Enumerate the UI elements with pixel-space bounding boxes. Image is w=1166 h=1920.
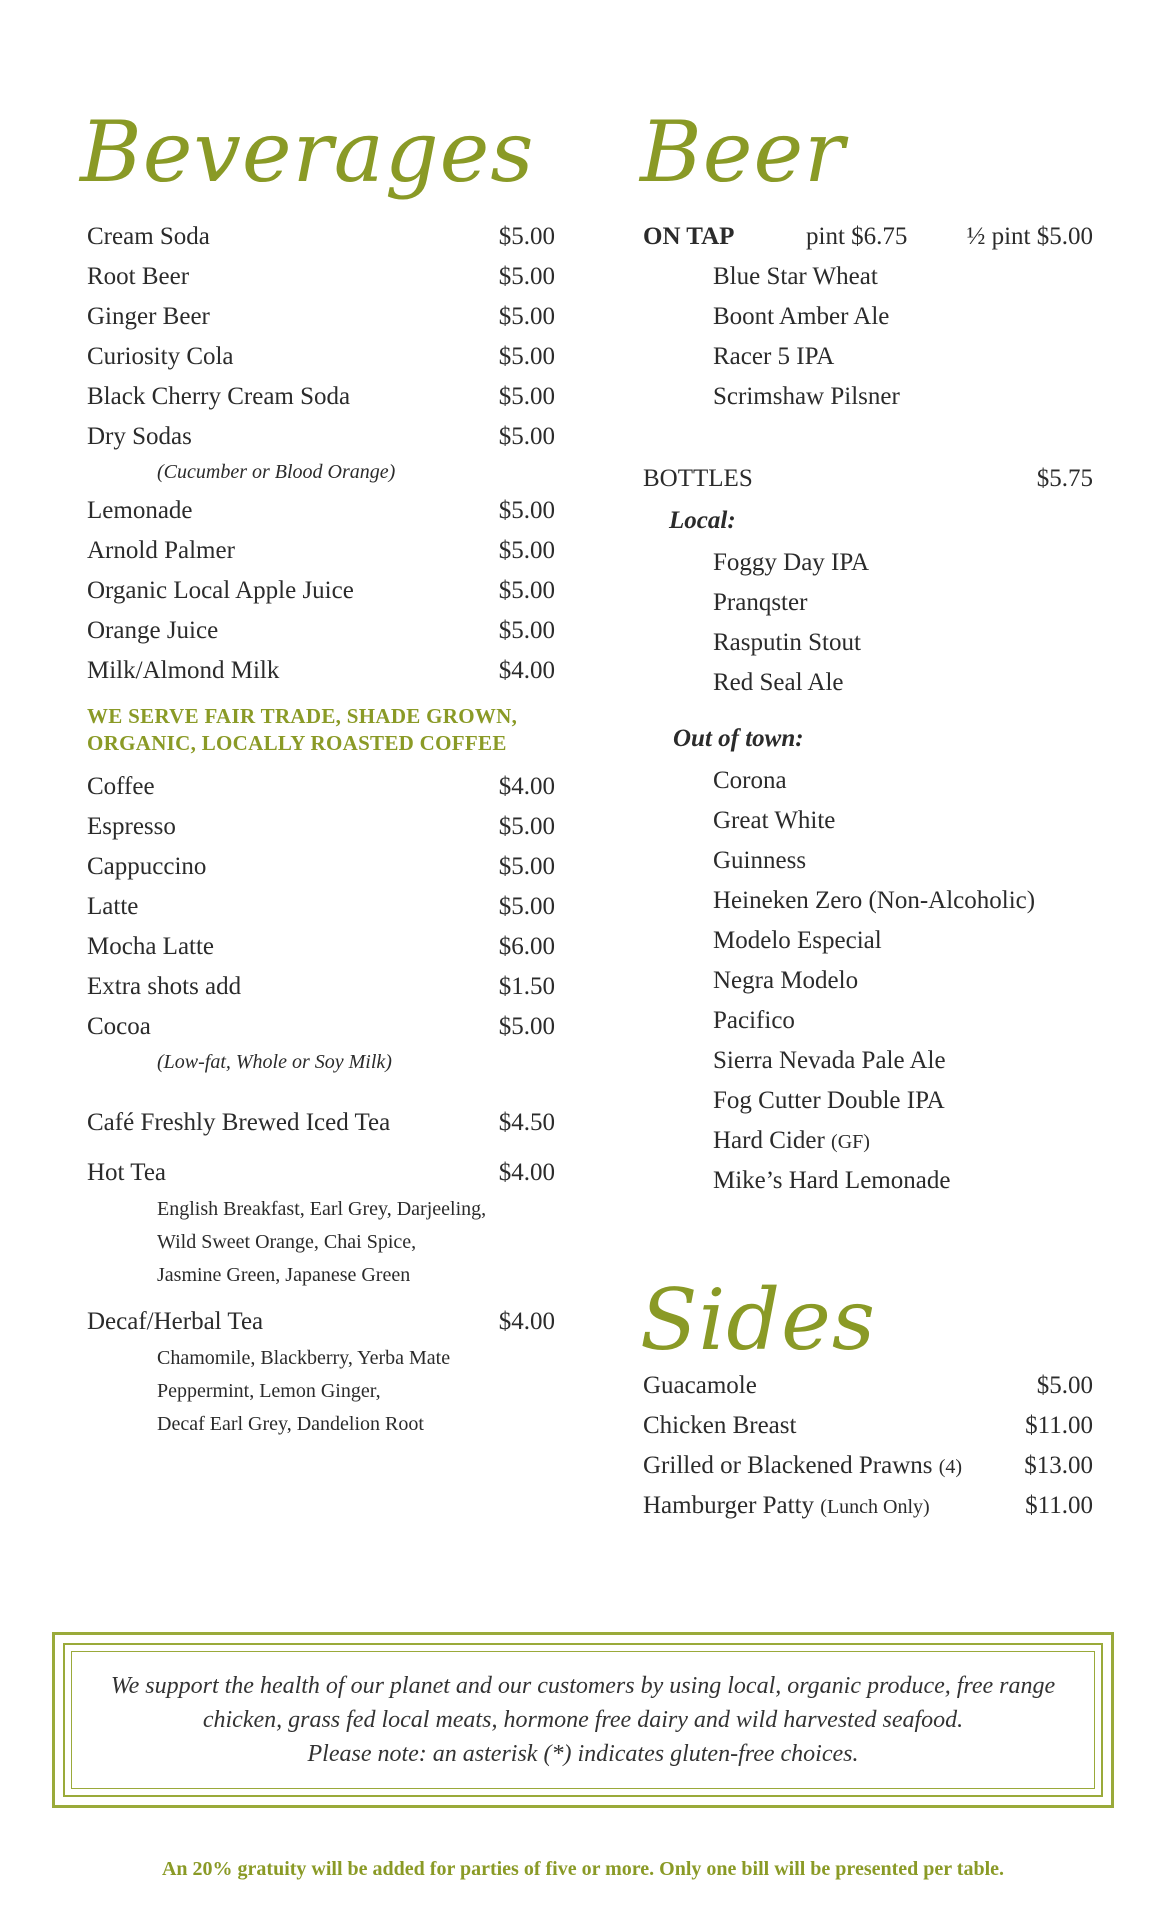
out-of-town-heading: Out of town:: [673, 725, 804, 752]
menu-item: Root Beer $5.00: [87, 263, 555, 290]
pint-price: pint $6.75: [806, 223, 908, 250]
list-item: Fog Cutter Double IPA: [713, 1087, 945, 1114]
menu-item: Hot Tea $4.00: [87, 1159, 555, 1186]
half-pint-price: ½ pint $5.00: [966, 223, 1093, 250]
list-item: Boont Amber Ale: [713, 303, 890, 330]
list-item: Blue Star Wheat: [713, 263, 878, 290]
menu-item: Chicken Breast $11.00: [643, 1412, 1093, 1439]
menu-item: Grilled or Blackened Prawns (4) $13.00: [643, 1452, 1093, 1479]
notice-frame: [52, 1632, 1114, 1808]
menu-item: Curiosity Cola $5.00: [87, 343, 555, 370]
menu-item: Guacamole $5.00: [643, 1372, 1093, 1399]
menu-item: Latte $5.00: [87, 893, 555, 920]
menu-item: Arnold Palmer $5.00: [87, 537, 555, 564]
list-item: Hard Cider (GF): [713, 1127, 870, 1154]
sides-heading: Sides: [640, 1271, 876, 1369]
list-item: Pranqster: [713, 589, 808, 616]
menu-item: Extra shots add $1.50: [87, 973, 555, 1000]
list-item: Racer 5 IPA: [713, 343, 835, 370]
beer-column: [643, 217, 1093, 1201]
menu-item: Organic Local Apple Juice $5.00: [87, 577, 555, 604]
list-item: Guinness: [713, 847, 807, 874]
beer-heading: Beer: [640, 103, 846, 201]
menu-item: Decaf/Herbal Tea $4.00: [87, 1308, 555, 1335]
list-item: Heineken Zero (Non-Alcoholic): [713, 887, 1036, 914]
on-tap-row: [643, 217, 1093, 257]
hot-tea-description: English Breakfast, Earl Grey, Darjeeling, Wild Sweet Orange, Chai Spice, Jasmine Green, Japanese Green: [157, 1198, 487, 1286]
list-item: Rasputin Stout: [713, 629, 861, 656]
cocoa-note: (Low-fat, Whole or Soy Milk): [157, 1051, 392, 1073]
list-item: Mike’s Hard Lemonade: [713, 1167, 951, 1194]
menu-item: Cream Soda $5.00: [87, 223, 555, 250]
list-item: Negra Modelo: [713, 967, 859, 994]
beverages-column: [87, 217, 555, 1441]
menu-item: Mocha Latte $6.00: [87, 933, 555, 960]
list-item: Red Seal Ale: [713, 669, 844, 696]
menu-item: Black Cherry Cream Soda $5.00: [87, 383, 555, 410]
menu-item: Hamburger Patty (Lunch Only) $11.00: [643, 1492, 1093, 1519]
list-item: Pacifico: [713, 1007, 795, 1034]
coffee-heading: WE SERVE FAIR TRADE, SHADE GROWN, ORGANIC, LOCALLY ROASTED COFFEE: [87, 704, 518, 755]
menu-item: Orange Juice $5.00: [87, 617, 555, 644]
list-item: Foggy Day IPA: [713, 549, 870, 576]
sides-column: [643, 1366, 1093, 1526]
menu-item: Milk/Almond Milk $4.00: [87, 657, 555, 684]
bottles-row: BOTTLES $5.75: [643, 465, 1093, 492]
list-item: Sierra Nevada Pale Ale: [713, 1047, 946, 1074]
local-heading: Local:: [669, 507, 736, 534]
menu-item: Café Freshly Brewed Iced Tea $4.50: [87, 1109, 555, 1136]
list-item: Scrimshaw Pilsner: [713, 383, 900, 410]
menu-item: Lemonade $5.00: [87, 497, 555, 524]
menu-item: Dry Sodas $5.00: [87, 423, 555, 450]
on-tap-label: ON TAP: [643, 223, 735, 250]
menu-item: Espresso $5.00: [87, 813, 555, 840]
menu-item: Coffee $4.00: [87, 773, 555, 800]
menu-item: Ginger Beer $5.00: [87, 303, 555, 330]
notice-text: We support the health of our planet and our customers by using local, organic produce, free range chicken, grass fed local meats, hormone free dairy and wild harvested seafood. Please note: an asterisk (*) indicates gluten-free choices.: [110, 1673, 1056, 1767]
list-item: Modelo Especial: [713, 927, 882, 954]
list-item: Corona: [713, 767, 787, 794]
herbal-tea-description: Chamomile, Blackberry, Yerba Mate Peppermint, Lemon Ginger, Decaf Earl Grey, Dandelion Root: [157, 1347, 451, 1435]
menu-item: Cappuccino $5.00: [87, 853, 555, 880]
list-item: Great White: [713, 807, 836, 834]
beverages-heading: Beverages: [80, 103, 535, 201]
gratuity-footer: An 20% gratuity will be added for parties of five or more. Only one bill will be presented per table.: [161, 1858, 1004, 1880]
menu-item: Cocoa $5.00: [87, 1013, 555, 1040]
dry-sodas-note: (Cucumber or Blood Orange): [157, 461, 396, 483]
